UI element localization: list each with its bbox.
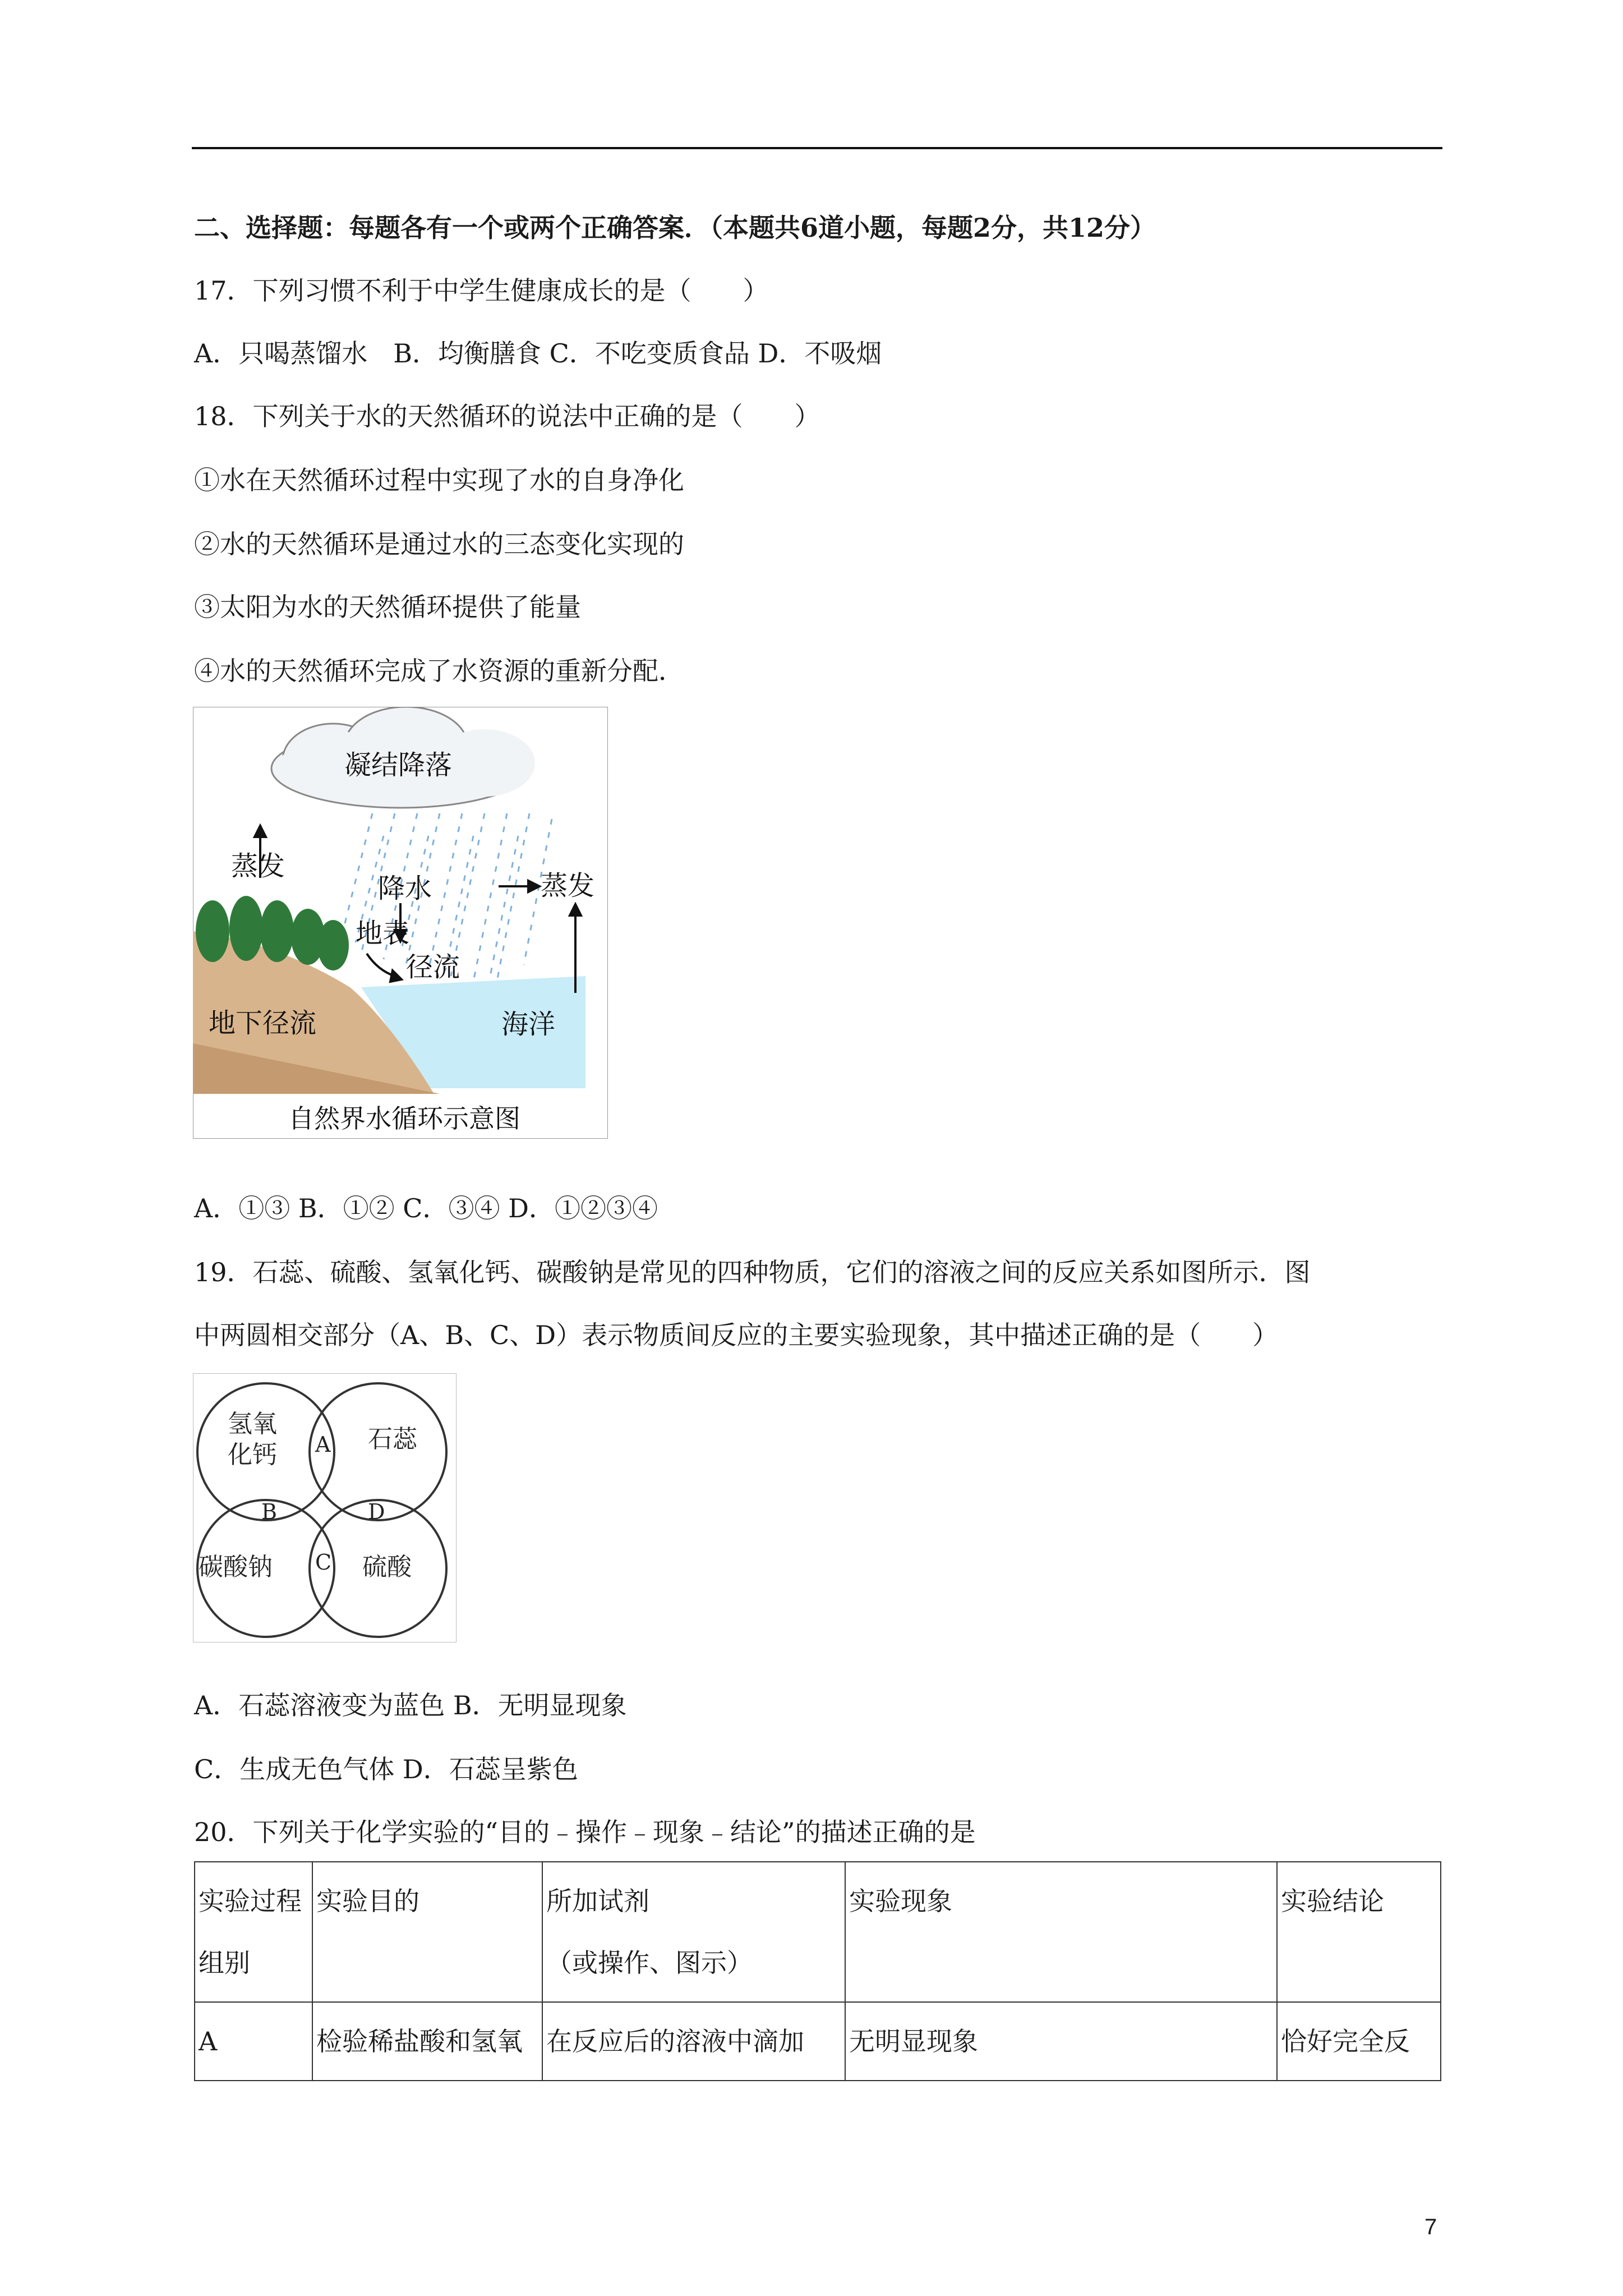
cell-reagent-a: 在反应后的溶液中滴加 bbox=[542, 2002, 845, 2081]
q18-stem: 18．下列关于水的天然循环的说法中正确的是（ ） bbox=[194, 401, 820, 431]
q20-stem: 20．下列关于化学实验的“目的﹣操作﹣现象﹣结论”的描述正确的是 bbox=[194, 1817, 976, 1847]
header-cell-group: 实验过程 组别 bbox=[195, 1862, 312, 2002]
venn-figure bbox=[193, 1373, 457, 1642]
label-evaporation-left: 蒸发 bbox=[231, 850, 285, 882]
section-title: 二、选择题：每题各有一个或两个正确答案．（本题共6道小题，每题2分，共12分） bbox=[194, 213, 1156, 243]
label-evaporation-right: 蒸发 bbox=[541, 870, 595, 901]
header-rule bbox=[192, 147, 1442, 149]
venn-label-calcium-hydroxide-1: 氢氧 bbox=[228, 1410, 277, 1438]
q18-statement-4: ④水的天然循环完成了水资源的重新分配． bbox=[194, 656, 684, 686]
experiment-table bbox=[194, 1861, 1441, 2081]
label-precipitation: 降水 bbox=[378, 873, 432, 904]
cell-conclusion-a: 恰好完全反 bbox=[1277, 2002, 1441, 2081]
label-surface-runoff-2: 径流 bbox=[406, 951, 460, 983]
venn-region-a: A bbox=[315, 1432, 331, 1457]
cell-purpose-a: 检验稀盐酸和氢氧 bbox=[312, 2002, 542, 2081]
q18-statement-3: ③太阳为水的天然循环提供了能量 bbox=[194, 592, 581, 622]
label-condensation: 凝结降落 bbox=[344, 749, 453, 781]
venn-region-b: B bbox=[261, 1499, 277, 1524]
venn-region-d: D bbox=[368, 1499, 385, 1524]
label-surface-runoff-1: 地表 bbox=[356, 918, 410, 949]
venn-label-calcium-hydroxide-2: 化钙 bbox=[228, 1441, 277, 1469]
q18-statement-2: ②水的天然循环是通过水的三态变化实现的 bbox=[194, 529, 684, 559]
q19-stem-line1: 19．石蕊、硫酸、氢氧化钙、碳酸钠是常见的四种物质，它们的溶液之间的反应关系如图所示．图 bbox=[194, 1257, 1311, 1287]
venn-label-litmus: 石蕊 bbox=[368, 1425, 417, 1453]
header-cell-conclusion: 实验结论 bbox=[1277, 1862, 1441, 2002]
q17-stem: 17．下列习惯不利于中学生健康成长的是（ ） bbox=[194, 275, 769, 306]
label-groundwater: 地下径流 bbox=[209, 1007, 317, 1039]
header-cell-phenomenon: 实验现象 bbox=[845, 1862, 1277, 2002]
page-number: 7 bbox=[1424, 2215, 1437, 2239]
q17-options: A．只喝蒸馏水 B．均衡膳食 C．不吃变质食品 D．不吸烟 bbox=[194, 338, 882, 369]
venn-label-sulfuric-acid: 硫酸 bbox=[362, 1553, 412, 1581]
water-cycle-figure bbox=[193, 707, 608, 1139]
q19-options-line2: C．生成无色气体 D．石蕊呈紫色 bbox=[194, 1754, 578, 1784]
cell-group-a: A bbox=[195, 2002, 312, 2081]
header-cell-reagent: 所加试剂 （或操作、图示） bbox=[542, 1862, 845, 2002]
venn-label-sodium-carbonate: 碳酸钠 bbox=[199, 1553, 273, 1581]
table-row bbox=[195, 2002, 1441, 2081]
q18-options: A．①③ B．①② C．③④ D．①②③④ bbox=[194, 1193, 658, 1223]
venn-region-c: C bbox=[315, 1550, 332, 1575]
figure-caption-water-cycle: 自然界水循环示意图 bbox=[288, 1103, 520, 1134]
cell-phenomenon-a: 无明显现象 bbox=[845, 2002, 1277, 2081]
q19-stem-line2: 中两圆相交部分（A、B、C、D）表示物质间反应的主要实验现象，其中描述正确的是（ ） bbox=[194, 1320, 1279, 1350]
header-cell-purpose: 实验目的 bbox=[312, 1862, 542, 2002]
label-ocean: 海洋 bbox=[501, 1009, 556, 1040]
q19-options-line1: A．石蕊溶液变为蓝色 B．无明显现象 bbox=[194, 1690, 627, 1720]
q18-statement-1: ①水在天然循环过程中实现了水的自身净化 bbox=[194, 465, 684, 495]
table-header-row bbox=[195, 1862, 1441, 2002]
